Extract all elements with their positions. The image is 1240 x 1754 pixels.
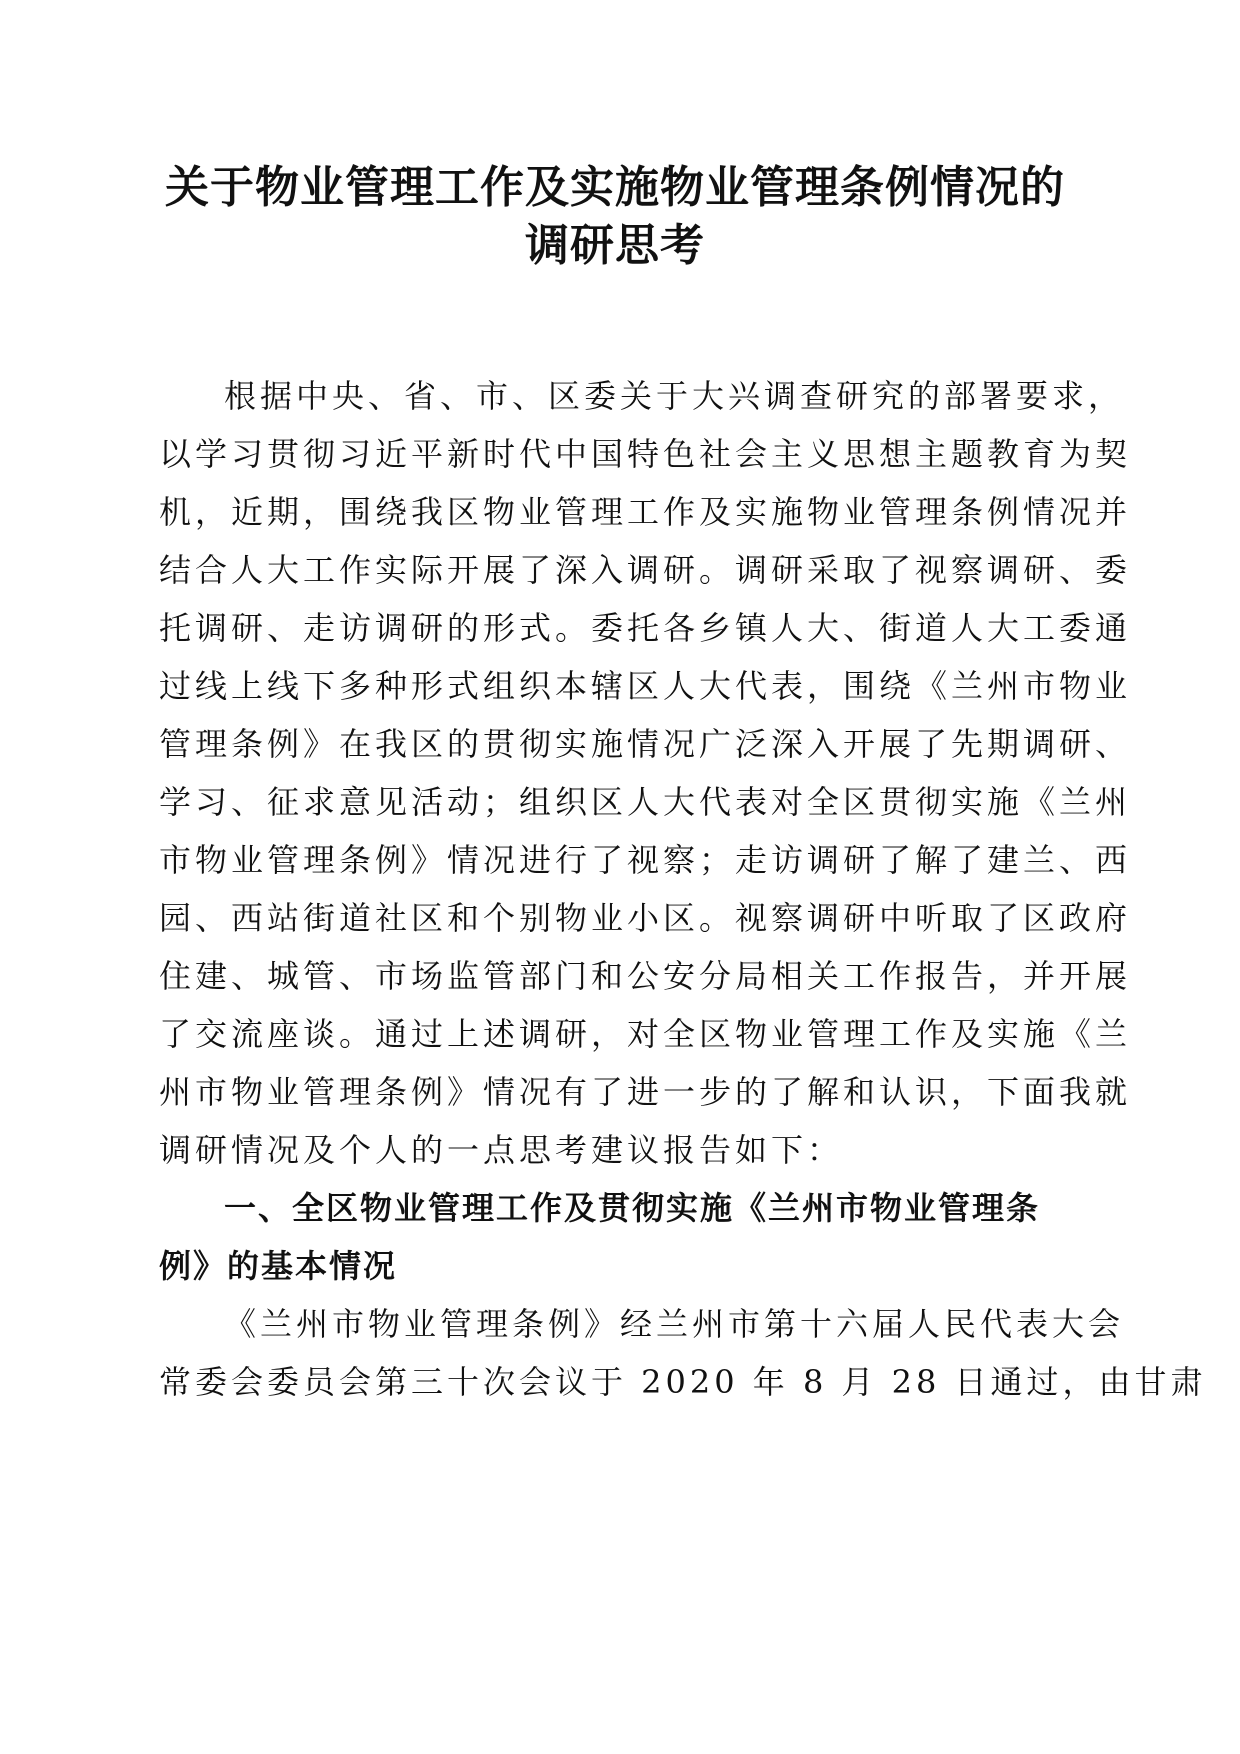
intro-line: 管理条例》在我区的贯彻实施情况广泛深入开展了先期调研、: [159, 725, 1132, 763]
intro-line: 根据中央、省、市、区委关于大兴调查研究的部署要求，: [224, 377, 1125, 415]
intro-line: 住建、城管、市场监管部门和公安分局相关工作报告，并开展: [159, 957, 1132, 995]
section-body-line: 《兰州市物业管理条例》经兰州市第十六届人民代表大会: [224, 1305, 1125, 1343]
intro-line: 园、西站街道社区和个别物业小区。视察调研中听取了区政府: [159, 899, 1132, 937]
intro-line: 了交流座谈。通过上述调研，对全区物业管理工作及实施《兰: [159, 1015, 1132, 1053]
intro-line: 调研情况及个人的一点思考建议报告如下：: [159, 1131, 844, 1169]
section-heading-line-2: 例》的基本情况: [159, 1247, 398, 1285]
intro-line: 州市物业管理条例》情况有了进一步的了解和认识，下面我就: [159, 1073, 1132, 1111]
intro-line: 学习、征求意见活动；组织区人大代表对全区贯彻实施《兰州: [159, 783, 1132, 821]
intro-line: 过线上线下多种形式组织本辖区人大代表，围绕《兰州市物业: [159, 667, 1132, 705]
intro-line: 以学习贯彻习近平新时代中国特色社会主义思想主题教育为契: [159, 435, 1132, 473]
section-body-line: 常委会委员会第三十次会议于 2020 年 8 月 28 日通过，由甘肃: [159, 1363, 1207, 1401]
intro-line: 结合人大工作实际开展了深入调研。调研采取了视察调研、委: [159, 551, 1132, 589]
intro-line: 托调研、走访调研的形式。委托各乡镇人大、街道人大工委通: [159, 609, 1132, 647]
intro-line: 机，近期，围绕我区物业管理工作及实施物业管理条例情况并: [159, 493, 1132, 531]
document-title-line-2: 调研思考: [525, 220, 705, 271]
intro-line: 市物业管理条例》情况进行了视察；走访调研了解了建兰、西: [159, 841, 1132, 879]
document-title-line-1: 关于物业管理工作及实施物业管理条例情况的: [165, 162, 1065, 213]
section-heading-line-1: 一、全区物业管理工作及贯彻实施《兰州市物业管理条: [224, 1189, 1041, 1227]
